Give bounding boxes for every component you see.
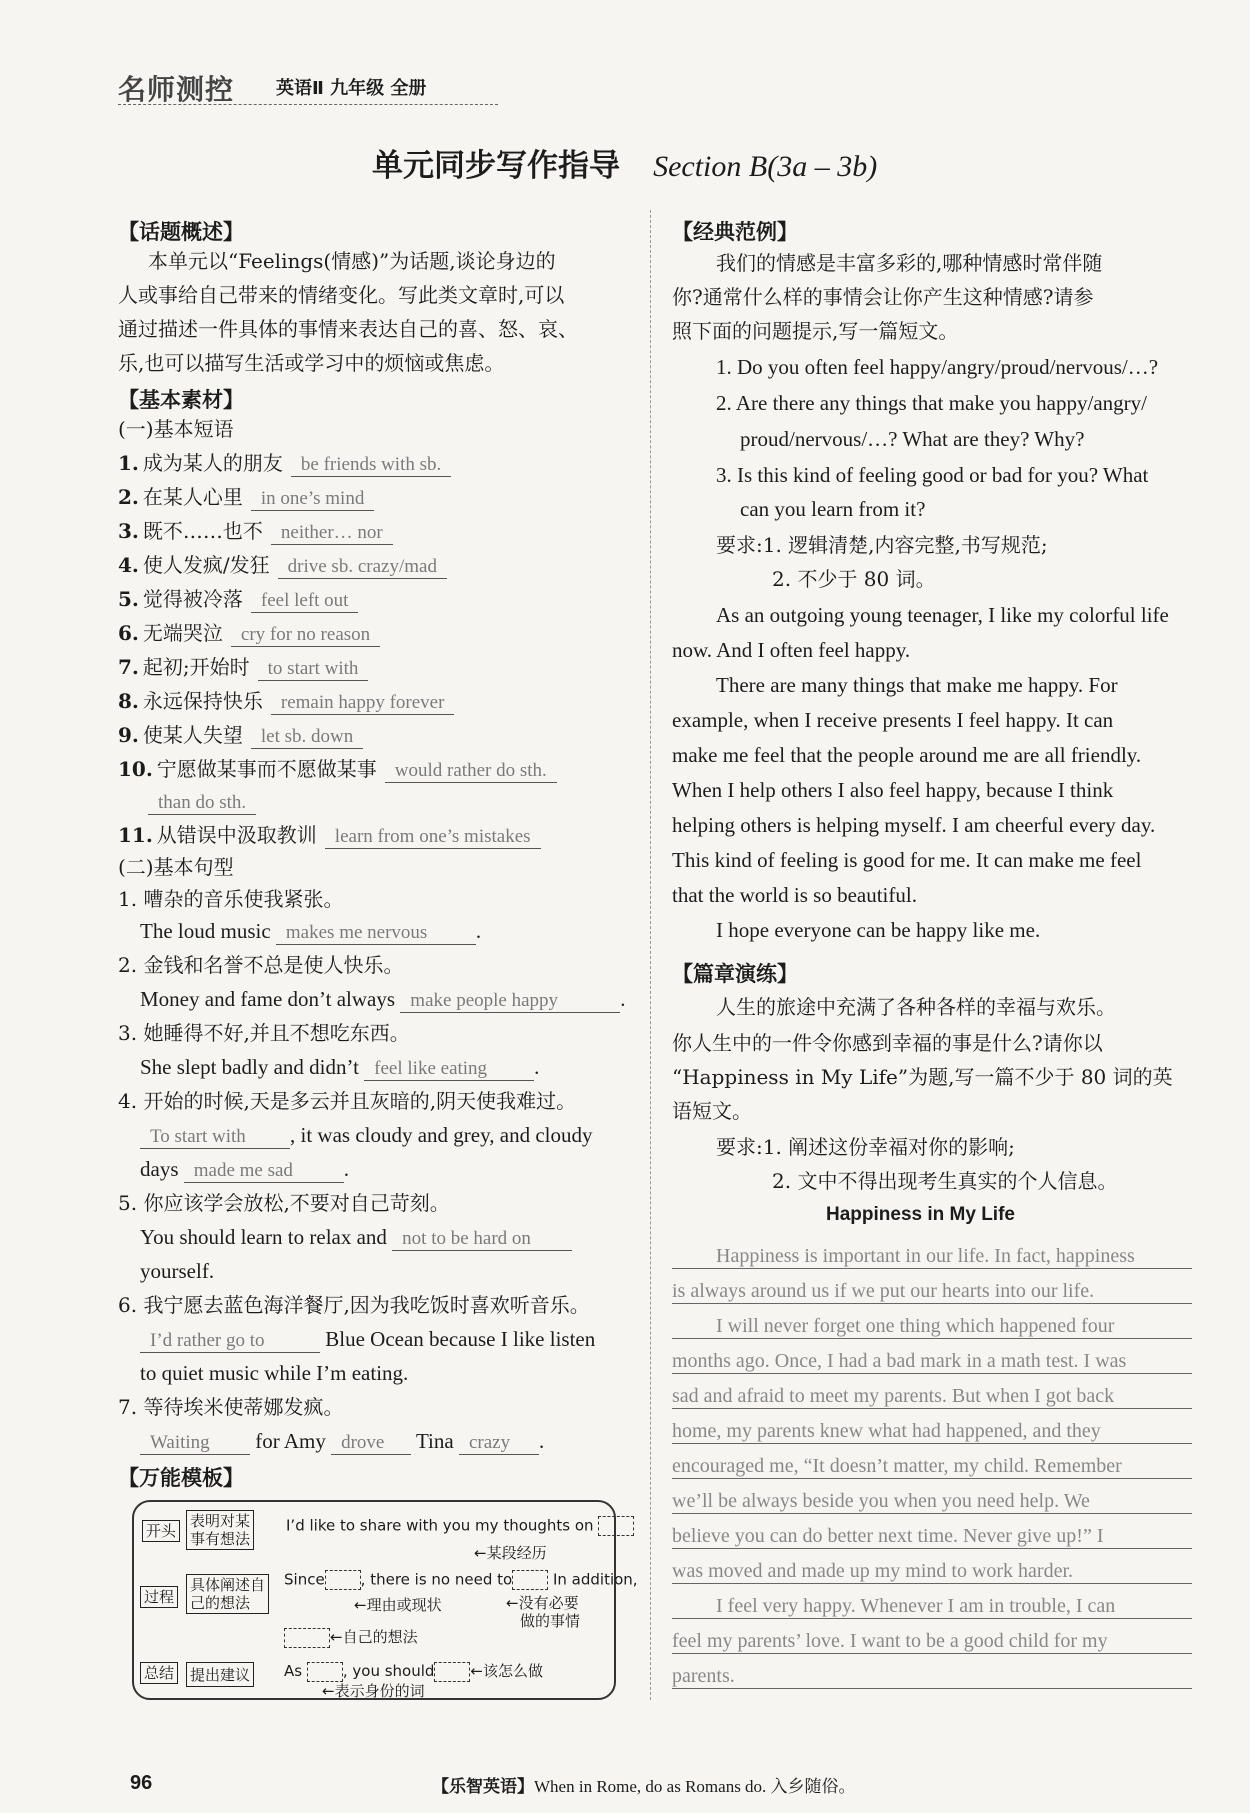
sentence-6-en: I’d rather go to Blue Ocean because I like listen <box>140 1326 595 1353</box>
essay-line: This kind of feeling is good for me. It can make me feel <box>672 848 1142 872</box>
question-2: 2. Are there any things that make you happy/angry/ <box>716 391 1147 415</box>
phrase-cn: 从错误中汲取教训 <box>156 823 317 847</box>
template-start-note: 表明对某 事有想法 <box>186 1510 254 1550</box>
phrase-heading: (一)基本短语 <box>118 417 234 441</box>
practice-line: “Happiness in My Life”为题,写一篇不少于 80 词的英 <box>672 1065 1173 1089</box>
phrase-number: 10. <box>118 757 153 781</box>
sentence-1-cn: 1. 嘈杂的音乐使我紧张。 <box>118 887 344 911</box>
requirement-1: 要求:1. 逻辑清楚,内容完整,书写规范; <box>716 533 1048 557</box>
essay-title: Happiness in My Life <box>826 1204 1015 1225</box>
essay-line: There are many things that make me happy. For <box>716 673 1118 697</box>
phrase-cn: 成为某人的朋友 <box>142 451 283 475</box>
answer-blank[interactable]: drive sb. crazy/mad <box>278 556 447 579</box>
practice-requirement-1: 要求:1. 阐述这份幸福对你的影响; <box>716 1135 1015 1159</box>
phrase-number: 6. <box>118 621 139 645</box>
answer-blank[interactable]: be friends with sb. <box>291 454 451 477</box>
example-line: 照下面的问题提示,写一篇短文。 <box>672 319 959 343</box>
phrase-cn: 使某人失望 <box>142 723 243 747</box>
template-box <box>132 1500 638 1700</box>
phrase-number: 1. <box>118 451 139 475</box>
sentence-5-cont: yourself. <box>140 1259 215 1283</box>
topic-line: 本单元以“Feelings(情感)”为话题,谈论身边的 <box>148 249 556 273</box>
phrase-item <box>118 620 380 647</box>
answer-blank[interactable]: would rather do sth. <box>385 760 557 783</box>
phrase-item <box>118 518 393 545</box>
answer-blank[interactable]: feel like eating <box>364 1058 534 1081</box>
header-divider <box>118 104 498 105</box>
requirement-2: 2. 不少于 80 词。 <box>772 567 936 591</box>
essay-line: example, when I receive presents I feel happy. It can <box>672 708 1114 732</box>
essay-line: When I help others I also feel happy, because I think <box>672 778 1114 802</box>
handwriting-line[interactable]: was moved and made up my mind to work harder. <box>672 1559 1192 1584</box>
handwriting-line[interactable]: parents. <box>672 1664 1192 1689</box>
topic-heading: 【话题概述】 <box>118 219 244 244</box>
sentence-2-en: Money and fame don’t always make people happy . <box>140 987 626 1011</box>
phrase-item <box>118 654 368 681</box>
question-3: 3. Is this kind of feeling good or bad for you? What <box>716 463 1149 487</box>
question-1: 1. Do you often feel happy/angry/proud/nervous/…? <box>716 355 1159 379</box>
phrase-cn: 永远保持快乐 <box>142 689 263 713</box>
answer-blank[interactable]: To start with <box>140 1126 290 1149</box>
phrase-number: 5. <box>118 587 139 611</box>
phrase-cn: 觉得被冷落 <box>142 587 243 611</box>
handwriting-line[interactable]: Happiness is important in our life. In fact, happiness <box>672 1244 1192 1269</box>
answer-blank[interactable]: cry for no reason <box>231 624 380 647</box>
sentence-5-en: You should learn to relax and not to be hard on <box>140 1224 572 1251</box>
handwriting-line[interactable]: is always around us if we put our hearts into our life. <box>672 1279 1192 1304</box>
handwriting-line[interactable]: I feel very happy. Whenever I am in trouble, I can <box>672 1594 1192 1619</box>
handwriting-line[interactable]: sad and afraid to meet my parents. But when I got back <box>672 1384 1192 1409</box>
answer-blank[interactable]: to start with <box>258 658 369 681</box>
phrase-cn: 无端哭泣 <box>142 621 223 645</box>
handwriting-line[interactable]: believe you can do better next time. Never give up!” I <box>672 1524 1192 1549</box>
sentence-4-en-cont: days made me sad . <box>140 1157 349 1181</box>
answer-blank[interactable]: I’d rather go to <box>140 1330 320 1353</box>
question-3-cont: can you learn from it? <box>740 497 926 521</box>
phrase-item <box>118 586 358 613</box>
answer-blank[interactable]: neither… nor <box>271 522 393 545</box>
topic-line: 人或事给自己带来的情绪变化。写此类文章时,可以 <box>118 283 565 307</box>
sentence-3-cn: 3. 她睡得不好,并且不想吃东西。 <box>118 1021 410 1045</box>
example-heading: 【经典范例】 <box>672 219 798 244</box>
answer-blank[interactable]: feel left out <box>251 590 359 613</box>
template-heading: 【万能模板】 <box>118 1465 244 1490</box>
template-end-label: 总结 <box>140 1662 178 1684</box>
phrase-item <box>118 722 363 749</box>
phrase-cn: 起初;开始时 <box>142 655 250 679</box>
phrase-item <box>118 822 541 849</box>
sentence-6-cont: to quiet music while I’m eating. <box>140 1361 409 1385</box>
question-2-cont: proud/nervous/…? What are they? Why? <box>740 427 1085 451</box>
phrase-cn: 既不……也不 <box>142 519 263 543</box>
header-brand: 名师测控 <box>118 73 235 106</box>
template-need: ←没有必要 做的事情 <box>506 1594 581 1630</box>
phrase-number: 7. <box>118 655 139 679</box>
template-reason: ←理由或现状 <box>354 1596 442 1614</box>
sentence-4-cn: 4. 开始的时候,天是多云并且灰暗的,阴天使我难过。 <box>118 1089 577 1113</box>
footer-quote: 【乐智英语】When in Rome, do as Romans do. 入乡随俗。 <box>432 1777 856 1797</box>
answer-blank[interactable]: in one’s mind <box>251 488 374 511</box>
topic-line: 通过描述一件具体的事情来表达自己的喜、怒、哀、 <box>118 317 578 341</box>
answer-blank[interactable]: crazy <box>459 1432 539 1455</box>
essay-line: As an outgoing young teenager, I like my colorful life <box>716 603 1169 627</box>
handwriting-line[interactable]: I will never forget one thing which happened four <box>672 1314 1192 1339</box>
page-title <box>372 140 877 185</box>
answer-blank[interactable]: makes me nervous <box>276 922 476 945</box>
phrase-number: 8. <box>118 689 139 713</box>
sentence-2-cn: 2. 金钱和名誉不总是使人快乐。 <box>118 953 404 977</box>
handwriting-line[interactable]: home, my parents knew what had happened, and they <box>672 1419 1192 1444</box>
phrase-cn: 使人发疯/发狂 <box>142 553 270 577</box>
sentence-7-en: Waiting for Amy drove Tina crazy . <box>140 1428 544 1455</box>
handwriting-line[interactable]: we’ll be always beside you when you need help. We <box>672 1489 1192 1514</box>
phrase-number: 3. <box>118 519 139 543</box>
phrase-number: 11. <box>118 823 153 847</box>
answer-blank[interactable]: learn from one’s mistakes <box>325 826 541 849</box>
essay-line: helping others is helping myself. I am cheerful every day. <box>672 813 1156 837</box>
sentence-7-cn: 7. 等待埃米使蒂娜发疯。 <box>118 1395 344 1419</box>
sentence-heading: (二)基本句型 <box>118 855 234 879</box>
phrase-number: 2. <box>118 485 139 509</box>
practice-line: 语短文。 <box>672 1099 752 1123</box>
handwriting-line[interactable]: feel my parents’ love. I want to be a good child for my <box>672 1629 1192 1654</box>
handwriting-line[interactable]: months ago. Once, I had a bad mark in a math test. I was <box>672 1349 1192 1374</box>
topic-line: 乐,也可以描写生活或学习中的烦恼或焦虑。 <box>118 351 505 375</box>
answer-blank[interactable]: drove <box>331 1432 411 1455</box>
sentence-3-en: She slept badly and didn’t feel like eating . <box>140 1055 540 1079</box>
sentence-1-en: The loud music makes me nervous . <box>140 919 482 943</box>
example-line: 我们的情感是丰富多彩的,哪种情感时常伴随 <box>716 251 1103 275</box>
essay-line: make me feel that the people around me are all friendly. <box>672 743 1142 767</box>
template-start-text: I’d like to share with you my thoughts on <box>286 1516 634 1536</box>
title-cn: 单元同步写作指导 <box>372 148 620 184</box>
sentence-4-en: To start with , it was cloudy and grey, and cloudy <box>140 1122 592 1149</box>
phrase-number: 4. <box>118 553 139 577</box>
practice-line: 人生的旅途中充满了各种各样的幸福与欢乐。 <box>716 995 1116 1019</box>
title-en: Section B(3a – 3b) <box>653 150 878 183</box>
sentence-6-cn: 6. 我宁愿去蓝色海洋餐厅,因为我吃饭时喜欢听音乐。 <box>118 1293 590 1317</box>
page-number: 96 <box>130 1772 153 1794</box>
column-divider <box>650 210 651 1700</box>
answer-blank[interactable]: Waiting <box>140 1432 250 1455</box>
practice-line: 你人生中的一件令你感到幸福的事是什么?请你以 <box>672 1031 1103 1055</box>
sentence-5-cn: 5. 你应该学会放松,不要对自己苛刻。 <box>118 1191 450 1215</box>
answer-blank[interactable]: than do sth. <box>148 792 256 815</box>
template-since: Since , there is no need to In addition, <box>284 1570 638 1589</box>
phrase-10-cont <box>148 788 256 815</box>
essay-line: that the world is so beautiful. <box>672 883 917 907</box>
answer-blank[interactable]: not to be hard on <box>392 1228 572 1251</box>
template-end-note: 提出建议 <box>186 1662 254 1687</box>
phrase-cn: 宁愿做某事而不愿做某事 <box>156 757 377 781</box>
template-body-note: 具体阐述自 己的想法 <box>186 1574 269 1614</box>
phrase-item <box>118 688 454 715</box>
essay-line: now. And I often feel happy. <box>672 638 911 662</box>
phrase-item <box>118 450 451 477</box>
material-heading: 【基本素材】 <box>118 387 244 412</box>
template-as: As , you should ←该怎么做 <box>284 1662 543 1680</box>
essay-line: I hope everyone can be happy like me. <box>716 918 1041 942</box>
template-start-label: 开头 <box>142 1520 180 1542</box>
header-book: 英语Ⅱ 九年级 全册 <box>276 78 427 99</box>
phrase-item <box>118 552 447 579</box>
template-body-label: 过程 <box>140 1586 178 1608</box>
answer-blank[interactable]: made me sad <box>184 1160 344 1183</box>
template-exp: ←某段经历 <box>474 1544 547 1562</box>
template-identity: ←表示身份的词 <box>322 1682 425 1700</box>
answer-blank[interactable]: make people happy <box>400 990 620 1013</box>
practice-requirement-2: 2. 文中不得出现考生真实的个人信息。 <box>772 1169 1118 1193</box>
handwriting-line[interactable]: encouraged me, “It doesn’t matter, my child. Remember <box>672 1454 1192 1479</box>
practice-heading: 【篇章演练】 <box>672 961 798 986</box>
example-line: 你?通常什么样的事情会让你产生这种情感?请参 <box>672 285 1094 309</box>
answer-blank[interactable]: let sb. down <box>251 726 363 749</box>
phrase-cn: 在某人心里 <box>142 485 243 509</box>
phrase-item <box>118 484 374 511</box>
template-own: ←自己的想法 <box>284 1626 418 1648</box>
phrase-item <box>118 756 557 783</box>
answer-blank[interactable]: remain happy forever <box>271 692 455 715</box>
phrase-number: 9. <box>118 723 139 747</box>
